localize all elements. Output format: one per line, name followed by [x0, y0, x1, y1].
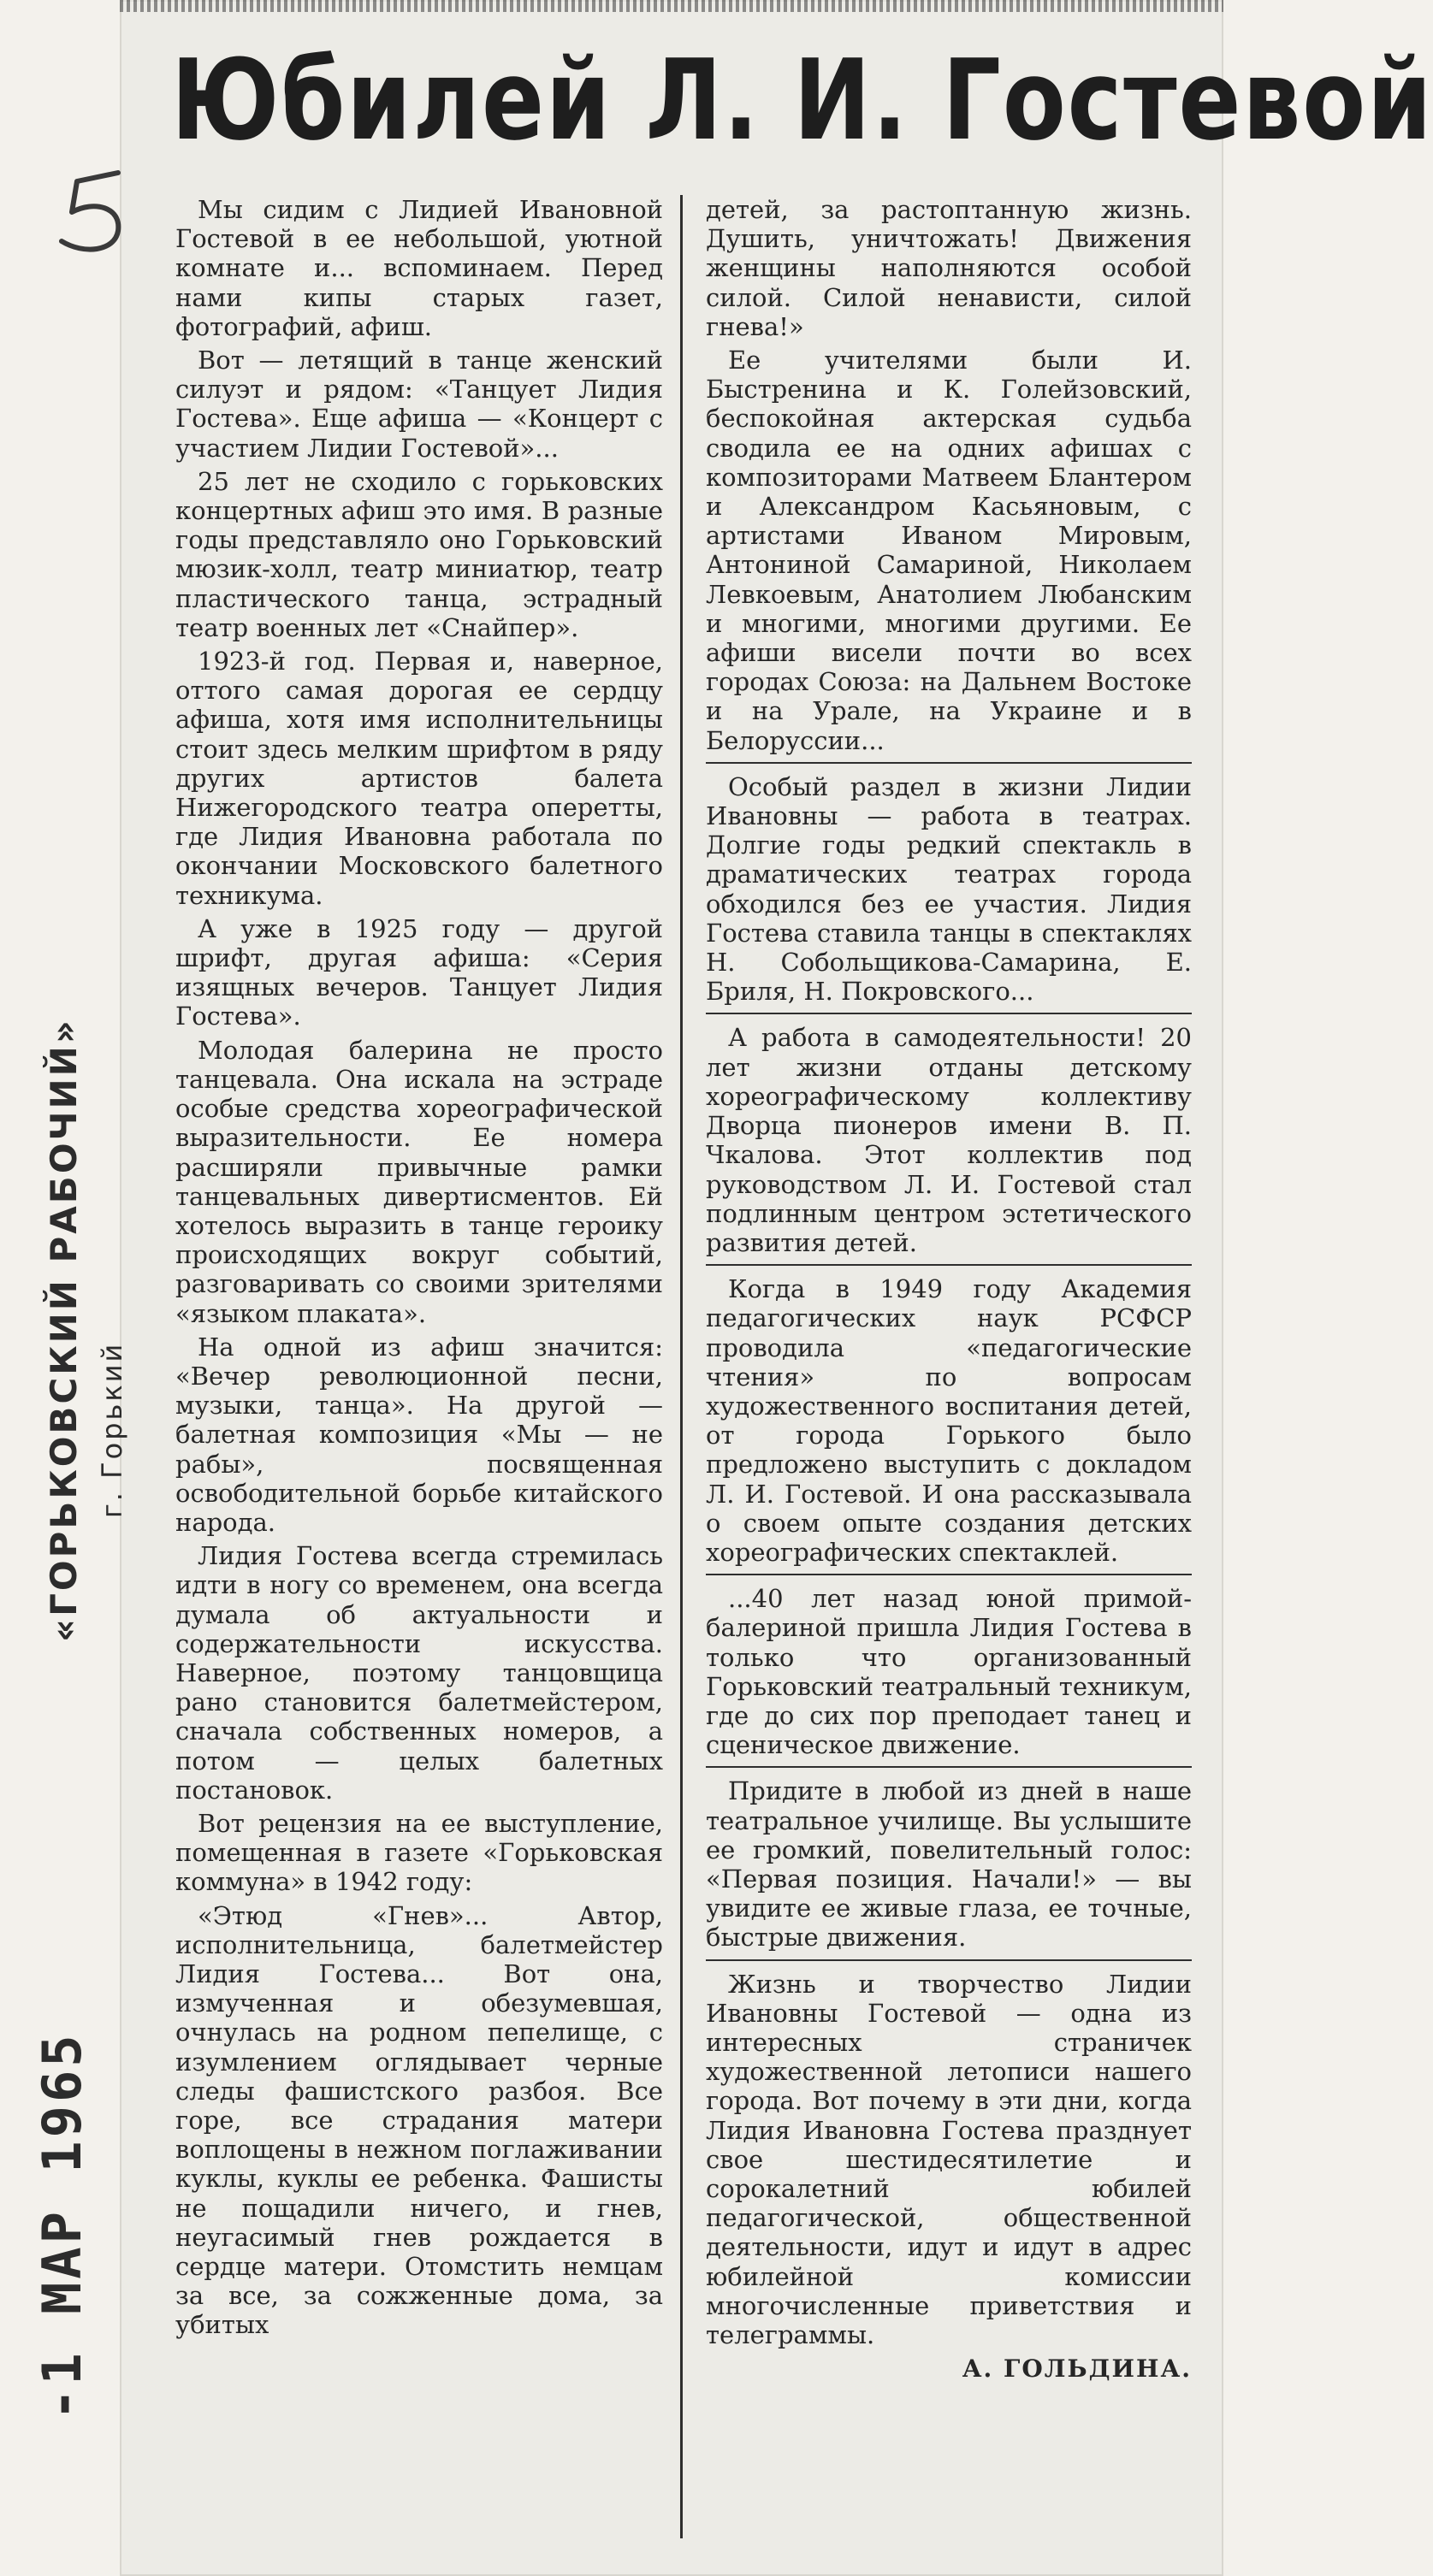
quoted-review: «Этюд «Гнев»... Автор, исполнительница, балетмейстер Лидия Гостева... Вот она, измученная и обезумевшая, очнулась на родном пепелище, с изумлением оглядывает черные следы фашистского разбоя. Все горе, все страдания матери воплощены в нежном поглаживании куклы, куклы ее ребенка. Фашисты не пощадили ничего, и гнев, неугасимый гнев рождается в сердце матери. Отомстить немцам за все, за сожженные дома, за убитых	[175, 1900, 663, 2340]
paragraph: Вот рецензия на ее выступление, помещенная в газете «Горьковская коммуна» в 1942 году:	[175, 1808, 663, 1897]
city-stamp: г. Горький	[96, 1341, 128, 1518]
paragraph: Придите в любой из дней в наше театральное училище. Вы услышите ее громкий, повелительный голос: «Первая позиция. Начали!» — вы увидите ее живые глаза, ее точные, быстрые движения.	[706, 1776, 1192, 1953]
clipping-cut-edge	[120, 0, 1223, 12]
column-divider	[680, 195, 683, 2538]
paragraph: Ее учителями были И. Быстренина и К. Голейзовский, беспокойная актерская судьба сводила ее на одних афишах с композиторами Матвеем Блантером и Александром Касьяновым, с артистами Иваном Мировым, Антониной Самариной, Николаем Левкоевым, Анатолием Любанским и многими, многими другими. Ее афиши висели почти во всех городах Союза: на Дальнем Востоке и на Урале, на Украине и в Белоруссии...	[706, 346, 1192, 755]
paragraph: Жизнь и творчество Лидии Ивановны Гостевой — одна из интересных страничек художественной летописи нашего города. Вот почему в эти дни, когда Лидия Ивановна Гостева празднует свое шестидесятилетие и сорокалетний юбилей педагогической, общественной деятельности, идут и идут в адрес юбилейной комиссии многочисленные приветствия и телеграммы.	[706, 1969, 1192, 2350]
paragraph: детей, за растоптанную жизнь. Душить, уничтожать! Движения женщины наполняются особой силой. Силой ненависти, силой гнева!»	[706, 195, 1192, 341]
paragraph: Особый раздел в жизни Лидии Ивановны — работа в театрах. Долгие годы редкий спектакль в драматических театрах города обходился без ее участия. Лидия Гостева ставила танцы в спектаклях Н. Собольщикова-Самарина, Е. Бриля, Н. Покровского...	[706, 771, 1192, 1007]
handwritten-page-number	[43, 162, 137, 257]
paragraph: Молодая балерина не просто танцевала. Она искала на эстраде особые средства хореографической выразительности. Ее номера расширяли привычные рамки танцевальных дивертисментов. Ей хотелось выразить в танце героику происходящих вокруг событий, разговаривать со своими зрителями «языком плаката».	[175, 1035, 663, 1328]
paragraph: Мы сидим с Лидией Ивановной Гостевой в ее небольшой, уютной комнате и... вспоминаем. Перед нами кипы старых газет, фотографий, афиш.	[175, 195, 663, 341]
section-rule	[706, 1959, 1192, 1961]
paragraph: А работа в самодеятельности! 20 лет жизни отданы детскому хореографическому коллективу Дворца пионеров имени В. П. Чкалова. Этот коллектив под руководством Л. И. Гостевой стал подлинным центром эстетического развития детей.	[706, 1023, 1192, 1257]
section-rule	[706, 1574, 1192, 1575]
paragraph: 25 лет не сходило с горьковских концертных афиш это имя. В разные годы представляло оно Горьковский мюзик-холл, театр миниатюр, театр пластического танца, эстрадный театр военных лет «Снайпер».	[175, 466, 663, 642]
article-right-column	[706, 195, 1192, 2384]
paragraph: А уже в 1925 году — другой шрифт, другая афиша: «Серия изящных вечеров. Танцует Лидия Гостева».	[175, 913, 663, 1031]
paragraph: Когда в 1949 году Академия педагогических наук РСФСР проводила «педагогические чтения» по вопросам художественного воспитания детей, от города Горького было предложено выступить с докладом Л. И. Гостевой. И она рассказывала о своем опыте создания детских хореографических спектаклей.	[706, 1274, 1192, 1567]
paragraph: 1923-й год. Первая и, наверное, оттого самая дорогая ее сердцу афиша, хотя имя исполнительницы стоит здесь мелким шрифтом в ряду других артистов балета Нижегородского театра оперетты, где Лидия Ивановна работала по окончании Московского балетного техникума.	[175, 647, 663, 910]
paragraph: Лидия Гостева всегда стремилась идти в ногу со временем, она всегда думала об актуальности и содержательности искусства. Наверное, поэтому танцовщица рано становится балетмейстером, сначала собственных номеров, а потом — целых балетных постановок.	[175, 1541, 663, 1805]
headline: Юбилей Л. И. Гостевой	[171, 35, 1433, 165]
newspaper-name-stamp: «ГОРЬКОВСКИЙ РАБОЧИЙ»	[43, 1018, 85, 1642]
paragraph: ...40 лет назад юной примой-балериной пришла Лидия Гостева в только что организованный Горьковский театральный техникум, где до сих пор преподает танец и сценическое движение.	[706, 1584, 1192, 1760]
paragraph: Вот — летящий в танце женский силуэт и рядом: «Танцует Лидия Гостева». Еще афиша — «Концерт с участием Лидии Гостевой»...	[175, 346, 663, 463]
author-signature: А. ГОЛЬДИНА.	[962, 2354, 1192, 2384]
section-rule	[706, 1264, 1192, 1266]
article-left-column	[175, 195, 663, 2344]
section-rule	[706, 1766, 1192, 1768]
date-stamp: -1 МАР 1965	[31, 2031, 93, 2420]
section-rule	[706, 762, 1192, 764]
section-rule	[706, 1013, 1192, 1014]
paragraph: На одной из афиш значится: «Вечер революционной песни, музыки, танца». На другой — балетная композиция «Мы — не рабы», посвященная освободительной борьбе китайского народа.	[175, 1332, 663, 1537]
